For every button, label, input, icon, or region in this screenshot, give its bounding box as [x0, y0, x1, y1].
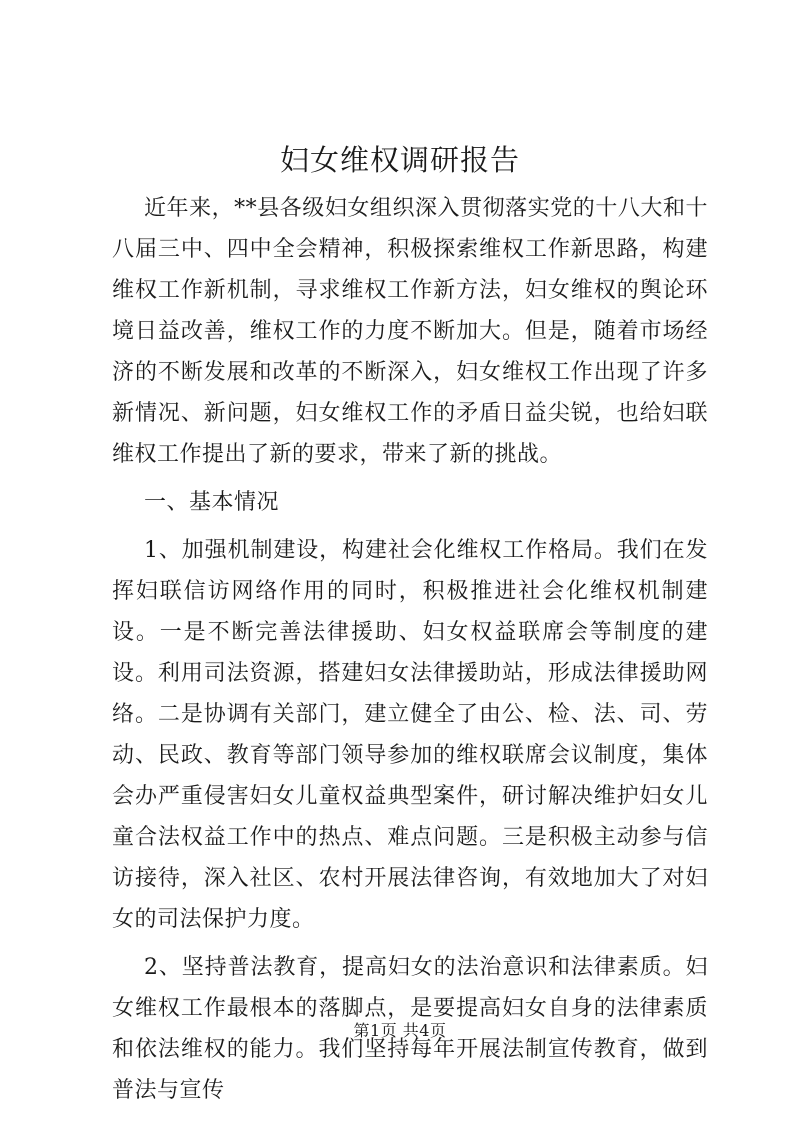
intro-paragraph: 近年来，**县各级妇女组织深入贯彻落实党的十八大和十八届三中、四中全会精神，积极探索维权工作新思路，构建维权工作新机制，寻求维权工作新方法，妇女维权的舆论环境日益改善，维权工作的力度不断加大。但是，随着市场经济的不断发展和改革的不断深入，妇女维权工作出现了许多新情况、新问题，妇女维权工作的矛盾日益尖锐，也给妇联维权工作提出了新的要求，带来了新的挑战。: [112, 196, 708, 467]
page-number: 第1页 共4页: [353, 1021, 447, 1040]
paragraph-legal-education: 2、坚持普法教育，提高妇女的法治意识和法律素质。妇女维权工作最根本的落脚点，是要提高妇女自身的法律素质和依法维权的能力。我们坚持每年开展法制宣传教育，做到普法与宣传: [112, 955, 708, 1103]
document-body: [112, 188, 708, 1111]
document-title: 妇女维权调研报告: [279, 143, 520, 177]
paragraph-mechanism-building: 1、加强机制建设，构建社会化维权工作格局。我们在发挥妇联信访网络作用的同时，积极推进社会化维权机制建设。一是不断完善法律援助、妇女权益联席会等制度的建设。利用司法资源，搭建妇女法律援助站，形成法律援助网络。二是协调有关部门，建立健全了由公、检、法、司、劳动、民政、教育等部门领导参加的维权联席会议制度，集体会办严重侵害妇女儿童权益典型案件，研讨解决维护妇女儿童合法权益工作中的热点、难点问题。三是积极主动参与信访接待，深入社区、农村开展法律咨询，有效地加大了对妇女的司法保护力度。: [112, 538, 708, 932]
section-heading-basic-situation: 一、基本情况: [144, 490, 280, 515]
